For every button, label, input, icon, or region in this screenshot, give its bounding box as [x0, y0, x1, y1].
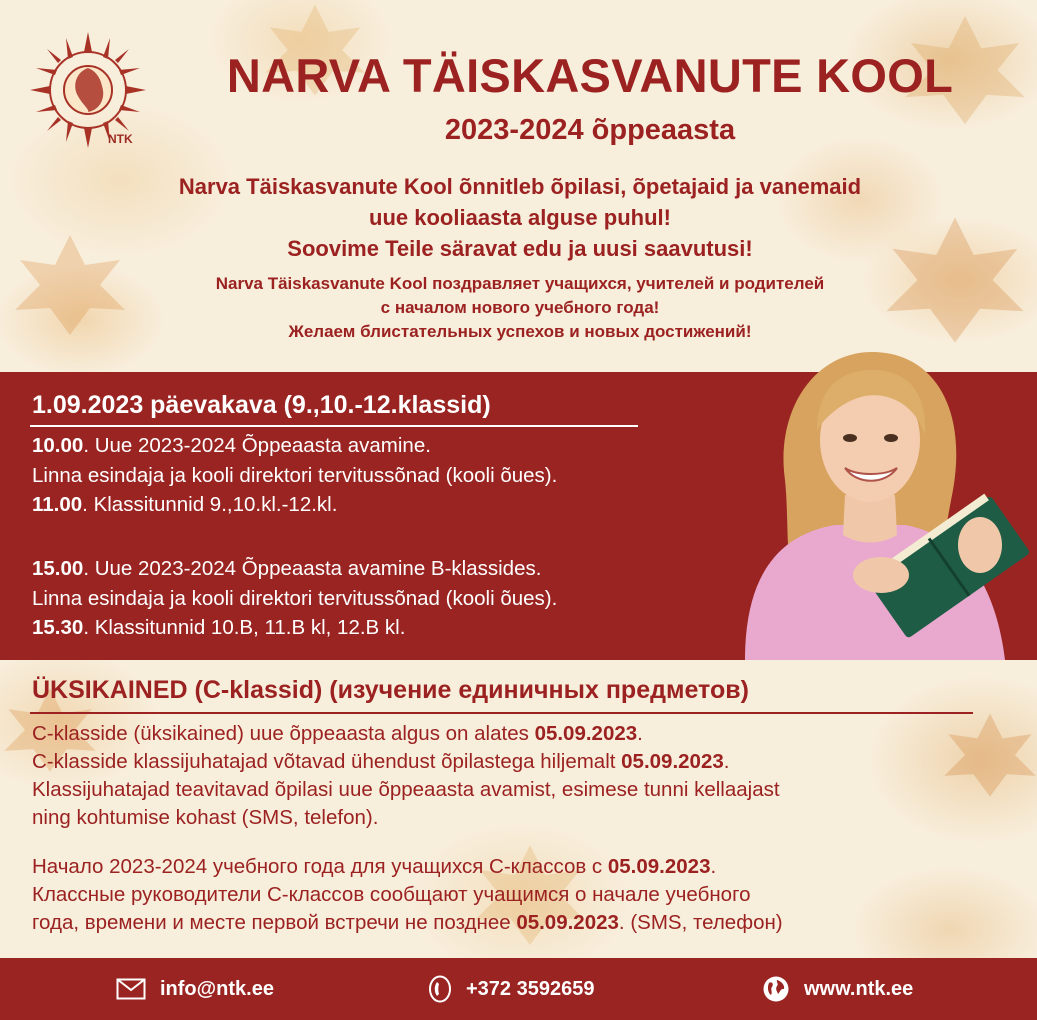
date-highlight: 05.09.2023	[534, 722, 638, 745]
para-text: .	[637, 722, 643, 745]
email-link[interactable]: info@ntk.ee	[160, 977, 274, 1000]
single-subjects-russian	[32, 853, 1022, 937]
envelope-icon	[116, 978, 146, 1000]
schedule-block-1	[32, 431, 732, 520]
schedule-time: 10.00	[32, 434, 84, 457]
website-link[interactable]: www.ntk.ee	[804, 977, 914, 1000]
logo-caption: NTK	[108, 132, 133, 146]
phone-link[interactable]: +372 3592659	[466, 977, 595, 1000]
para-text: года, времени и месте первой встречи не позднее	[32, 911, 517, 934]
greeting-ru-line: Narva Täiskasvanute Kool поздравляет учащихся, учителей и родителей	[215, 274, 825, 293]
date-highlight: 05.09.2023	[607, 855, 711, 878]
greeting-ru-line: Желаем блистательных успехов и новых достижений!	[288, 322, 752, 341]
schedule-text: . Uue 2023-2024 Õppeaasta avamine B-klassides.	[83, 557, 542, 580]
contact-footer	[0, 958, 1037, 1020]
single-subjects-title: ÜKSIKAINED (C-klassid) (изучение единичных предметов)	[32, 676, 749, 704]
para-text: C-klasside klassijuhatajad võtavad ühendust õpilastega hiljemalt	[32, 750, 622, 773]
schedule-time: 15.00	[32, 557, 84, 580]
para-text: . (SMS, телефон)	[618, 911, 783, 934]
schedule-title-underline	[30, 425, 638, 427]
school-title: NARVA TÄISKASVANUTE KOOL	[226, 49, 954, 102]
greeting-et-line: Soovime Teile säravat edu ja uusi saavutusi!	[287, 236, 753, 261]
schedule-text: Linna esindaja ja kooli direktori tervitussõnad (kooli õues).	[32, 586, 558, 610]
para-text: Klassijuhatajad teavitavad õpilasi uue õppeaasta avamist, esimese tunni kellaajast	[32, 778, 780, 801]
schedule-text: Linna esindaja ja kooli direktori tervitussõnad (kooli õues).	[32, 463, 558, 487]
greeting-estonian	[60, 171, 980, 264]
single-subjects-underline	[30, 712, 973, 714]
globe-icon	[762, 975, 790, 1003]
para-text: Начало 2023-2024 учебного года для учащихся С-классов с	[32, 855, 608, 878]
schedule-title: 1.09.2023 päevakava (9.,10.-12.klassid)	[32, 391, 491, 419]
footer-phone[interactable]	[428, 958, 594, 1020]
phone-icon	[428, 975, 452, 1003]
footer-email[interactable]	[116, 958, 274, 1020]
greeting-ru-line: с началом нового учебного года!	[380, 298, 660, 317]
para-text: Классные руководители С-классов сообщают учащимся о начале учебного	[32, 883, 751, 906]
schedule-text: . Klassitunnid 10.B, 11.B kl, 12.B kl.	[83, 616, 406, 639]
para-text: .	[723, 750, 730, 773]
footer-web[interactable]	[762, 958, 913, 1020]
para-text: .	[710, 855, 717, 878]
date-highlight: 05.09.2023	[621, 750, 724, 773]
para-text: ning kohtumise kohast (SMS, telefon).	[32, 806, 379, 829]
schedule-text: . Klassitunnid 9.,10.kl.-12.kl.	[82, 493, 338, 516]
greeting-et-line: uue kooliaasta alguse puhul!	[369, 205, 671, 230]
greeting-et-line: Narva Täiskasvanute Kool õnnitleb õpilasi, õpetajaid ja vanemaid	[178, 174, 862, 199]
single-subjects-estonian	[32, 720, 1022, 832]
para-text: C-klasside (üksikained) uue õppeaasta algus on alates	[32, 722, 535, 745]
academic-year: 2023-2024 õppeaasta	[444, 114, 736, 146]
schedule-time: 15.30	[32, 616, 84, 639]
schedule-block-2	[32, 554, 732, 643]
student-with-book-illustration	[705, 330, 1037, 660]
date-highlight: 05.09.2023	[516, 911, 619, 934]
schedule-text: . Uue 2023-2024 Õppeaasta avamine.	[83, 434, 431, 457]
schedule-time: 11.00	[32, 493, 83, 516]
